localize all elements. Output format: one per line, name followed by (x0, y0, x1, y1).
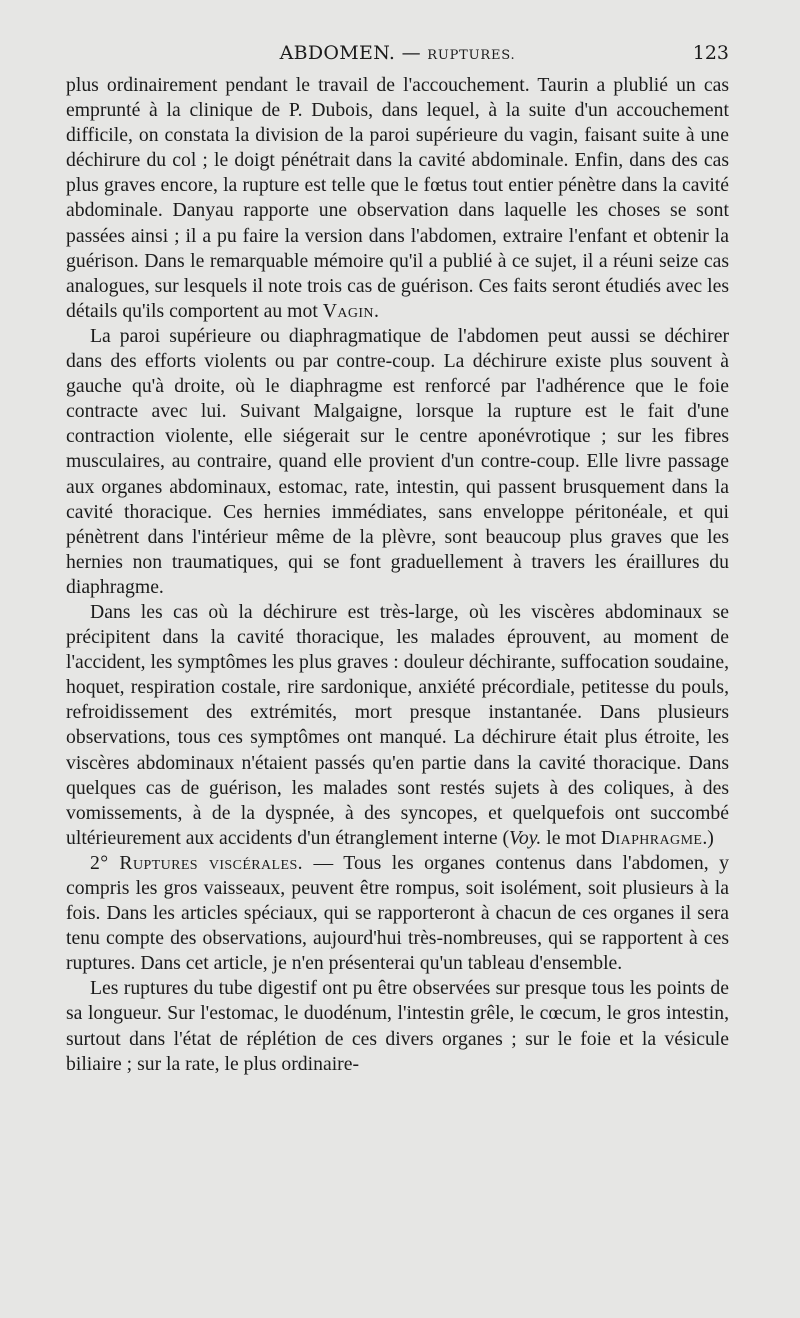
paragraph-visceral-ruptures (66, 851, 729, 976)
paragraph-diaphragm-rupture (66, 324, 729, 600)
running-title (66, 40, 729, 69)
paragraph-text-mid: le mot (541, 826, 601, 849)
section-heading-visceral-ruptures: 2° Ruptures viscérales. (90, 851, 303, 874)
body-text (66, 73, 729, 1077)
page-number: 123 (692, 42, 729, 64)
paragraph-vaginal-rupture (66, 73, 729, 324)
running-header (66, 40, 729, 66)
paragraph-text: La paroi supérieure ou diaphragmatique de l'abdomen peut aussi se déchirer dans des efforts violents ou par contre-coup. La déchirure existe plus souvent à gauche qu'à droite, où le diaphragme est renforcé par l'adhérence que le foie contracte avec lui. Suivant Malgaigne, lorsque la rupture est le fait d'une contraction violente, elle siégerait sur le centre aponévrotique ; sur les fibres musculaires, au contraire, quand elle provient d'un contre-coup. Elle livre passage aux organes abdominaux, estomac, rate, intestin, qui passent brusquement dans la cavité thoracique. Ces hernies immédiates, sans enveloppe péritonéale, et qui pénètrent dans l'intérieur même de la plèvre, sont beaucoup plus graves que les hernies non traumatiques, qui se font graduellement à travers les éraillures du diaphragme. (66, 324, 729, 598)
cross-reference-diaphragme: Diaphragme (600, 826, 703, 849)
voy-reference: Voy. (509, 826, 542, 849)
paragraph-text: Les ruptures du tube digestif ont pu être observées sur presque tous les points de sa longueur. Sur l'estomac, le duodénum, l'intestin grêle, le cœcum, le gros intestin, surtout dans l'état de réplétion de ces divers organes ; sur le foie et la vésicule biliaire ; sur la rate, le plus ordinaire- (66, 977, 729, 1075)
paragraph-text-end: .) (702, 826, 714, 849)
running-title-sub: RUPTURES. (427, 48, 516, 63)
paragraph-symptoms (66, 600, 729, 851)
running-title-dash: — (395, 42, 428, 64)
paragraph-text: Dans les cas où la déchirure est très-large, où les viscères abdominaux se précipitent dans la cavité thoracique, les malades éprouvent, au moment de l'accident, les symptômes les plus graves : douleur déchirante, suffocation soudaine, hoquet, respiration costale, rire sardonique, anxiété précordiale, petitesse du pouls, refroidissement des extrémités, mort presque instantanée. Dans plusieurs observations, tous ces symptômes ont manqué. La déchirure était plus étroite, les viscères abdominaux n'étaient passés qu'en partie dans la cavité thoracique. Dans quelques cas de guérison, les malades sont restés sujets à des coliques, à des vomissements, à de la dyspnée, à des syncopes, et quelquefois ont succombé ultérieurement aux accidents d'un étranglement interne ( (66, 600, 729, 849)
cross-reference-vagin: Vagin (322, 299, 374, 322)
paragraph-text: plus ordinairement pendant le travail de l'accouchement. Taurin a plublié un cas emprunté à la clinique de P. Dubois, dans lequel, à la suite d'un accouchement difficile, on constata la division de la paroi supérieure du vagin, faisant suite à une déchirure du col ; le doigt pénétrait dans la cavité abdominale. Enfin, dans des cas plus graves encore, la rupture est telle que le fœtus tout entier pénètre dans la cavité abdominale. Danyau rapporte une observation dans laquelle les choses se sont passées ainsi ; il a pu faire la version dans l'abdomen, extraire l'enfant et obtenir la guérison. Dans le remarquable mémoire qu'il a publié à ce sujet, il a réuni seize cas analogues, sur lesquels il note trois cas de guérison. Ces faits seront étudiés avec les détails qu'ils comportent au mot (66, 74, 729, 322)
paragraph-text: — Tous les organes contenus dans l'abdomen, y compris les gros vaisseaux, peuvent être rompus, soit isolément, soit plusieurs à la fois. Dans les articles spéciaux, qui se rapporteront à chacun de ces organes il sera tenu compte des observations, aujourd'hui très-nombreuses, qui se rapportent à ces ruptures. Dans cet article, je n'en présenterai qu'un tableau d'ensemble. (66, 851, 729, 975)
paragraph-text-end: . (373, 299, 379, 322)
paragraph-digestive-ruptures (66, 976, 729, 1076)
running-title-main: ABDOMEN. (279, 42, 396, 64)
